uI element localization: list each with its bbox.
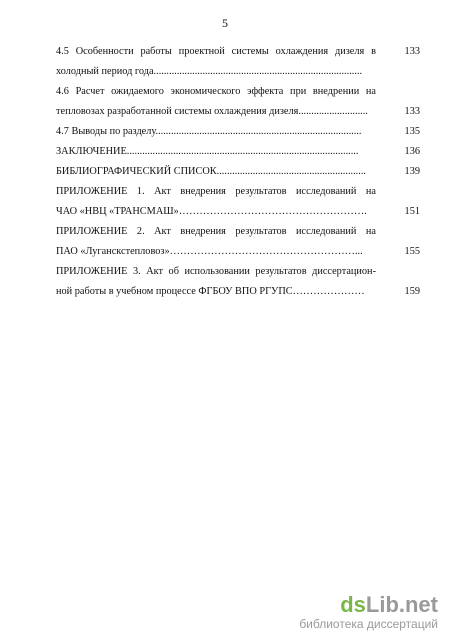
toc-entry-appendix-3-cont[interactable] bbox=[56, 282, 420, 302]
toc-entry-text: холодный период года................................................................................. bbox=[56, 66, 363, 77]
dslib-watermark bbox=[299, 593, 438, 631]
toc-entry-text: ЗАКЛЮЧЕНИЕ.......................................................................................... bbox=[56, 146, 359, 157]
toc-entry-page: 133 bbox=[404, 46, 420, 57]
toc-entry-4-7[interactable] bbox=[56, 122, 420, 142]
toc-entry-text: ПРИЛОЖЕНИЕ 3. Акт об использовании результатов диссертацион- bbox=[56, 266, 376, 277]
toc-entry-appendix-1[interactable] bbox=[56, 182, 420, 202]
toc-entry-text: БИБЛИОГРАФИЧЕСКИЙ СПИСОК.......................................................... bbox=[56, 166, 366, 177]
toc-entry-text: 4.5 Особенности работы проектной системы охлаждения дизеля в bbox=[56, 46, 376, 57]
toc-entry-text: ПРИЛОЖЕНИЕ 2. Акт внедрения результатов исследований на bbox=[56, 226, 376, 237]
toc-entry-text: ЧАО «НВЦ «ТРАНСМАШ»………………………………………………. bbox=[56, 206, 367, 217]
toc-entry-text: ПРИЛОЖЕНИЕ 1. Акт внедрения результатов исследований на bbox=[56, 186, 376, 197]
toc-entry-text: тепловозах разработанной системы охлаждения дизеля........................... bbox=[56, 106, 368, 117]
toc-entry-page: 155 bbox=[404, 246, 420, 257]
toc-entry-appendix-2[interactable] bbox=[56, 222, 420, 242]
toc-entry-page: 133 bbox=[404, 106, 420, 117]
toc-entry-page: 136 bbox=[404, 146, 420, 157]
dslib-logo bbox=[299, 593, 438, 617]
toc-entry-appendix-1-cont[interactable] bbox=[56, 202, 420, 222]
toc-entry-text: ной работы в учебном процессе ФГБОУ ВПО РГУПС………………… bbox=[56, 286, 365, 297]
toc-entry-page: 135 bbox=[404, 126, 420, 137]
toc-entry-4-6[interactable] bbox=[56, 82, 420, 102]
toc-entry-conclusion[interactable] bbox=[56, 142, 420, 162]
toc-entry-appendix-2-cont[interactable] bbox=[56, 242, 420, 262]
toc-entry-text: 4.6 Расчет ожидаемого экономического эффекта при внедрении на bbox=[56, 86, 376, 97]
toc-entry-4-6-cont[interactable] bbox=[56, 102, 420, 122]
toc-entry-text: ПАО «Луганскстепловоз»………………………………………………... bbox=[56, 246, 363, 257]
toc-entry-page: 139 bbox=[404, 166, 420, 177]
toc-entry-text: 4.7 Выводы по разделу................................................................................ bbox=[56, 126, 362, 137]
logo-lib-part: Lib.net bbox=[365, 592, 438, 617]
toc-entry-bibliography[interactable] bbox=[56, 162, 420, 182]
toc-entry-page: 159 bbox=[404, 286, 420, 297]
page-number: 5 bbox=[222, 16, 228, 30]
toc-entry-appendix-3[interactable] bbox=[56, 262, 420, 282]
watermark-subtitle: библиотека диссертаций bbox=[299, 617, 438, 631]
logo-ds-part: ds bbox=[340, 592, 366, 617]
toc-entry-page: 151 bbox=[404, 206, 420, 217]
toc-entry-4-5-cont[interactable] bbox=[56, 62, 420, 82]
toc-entry-4-5[interactable] bbox=[56, 42, 420, 62]
